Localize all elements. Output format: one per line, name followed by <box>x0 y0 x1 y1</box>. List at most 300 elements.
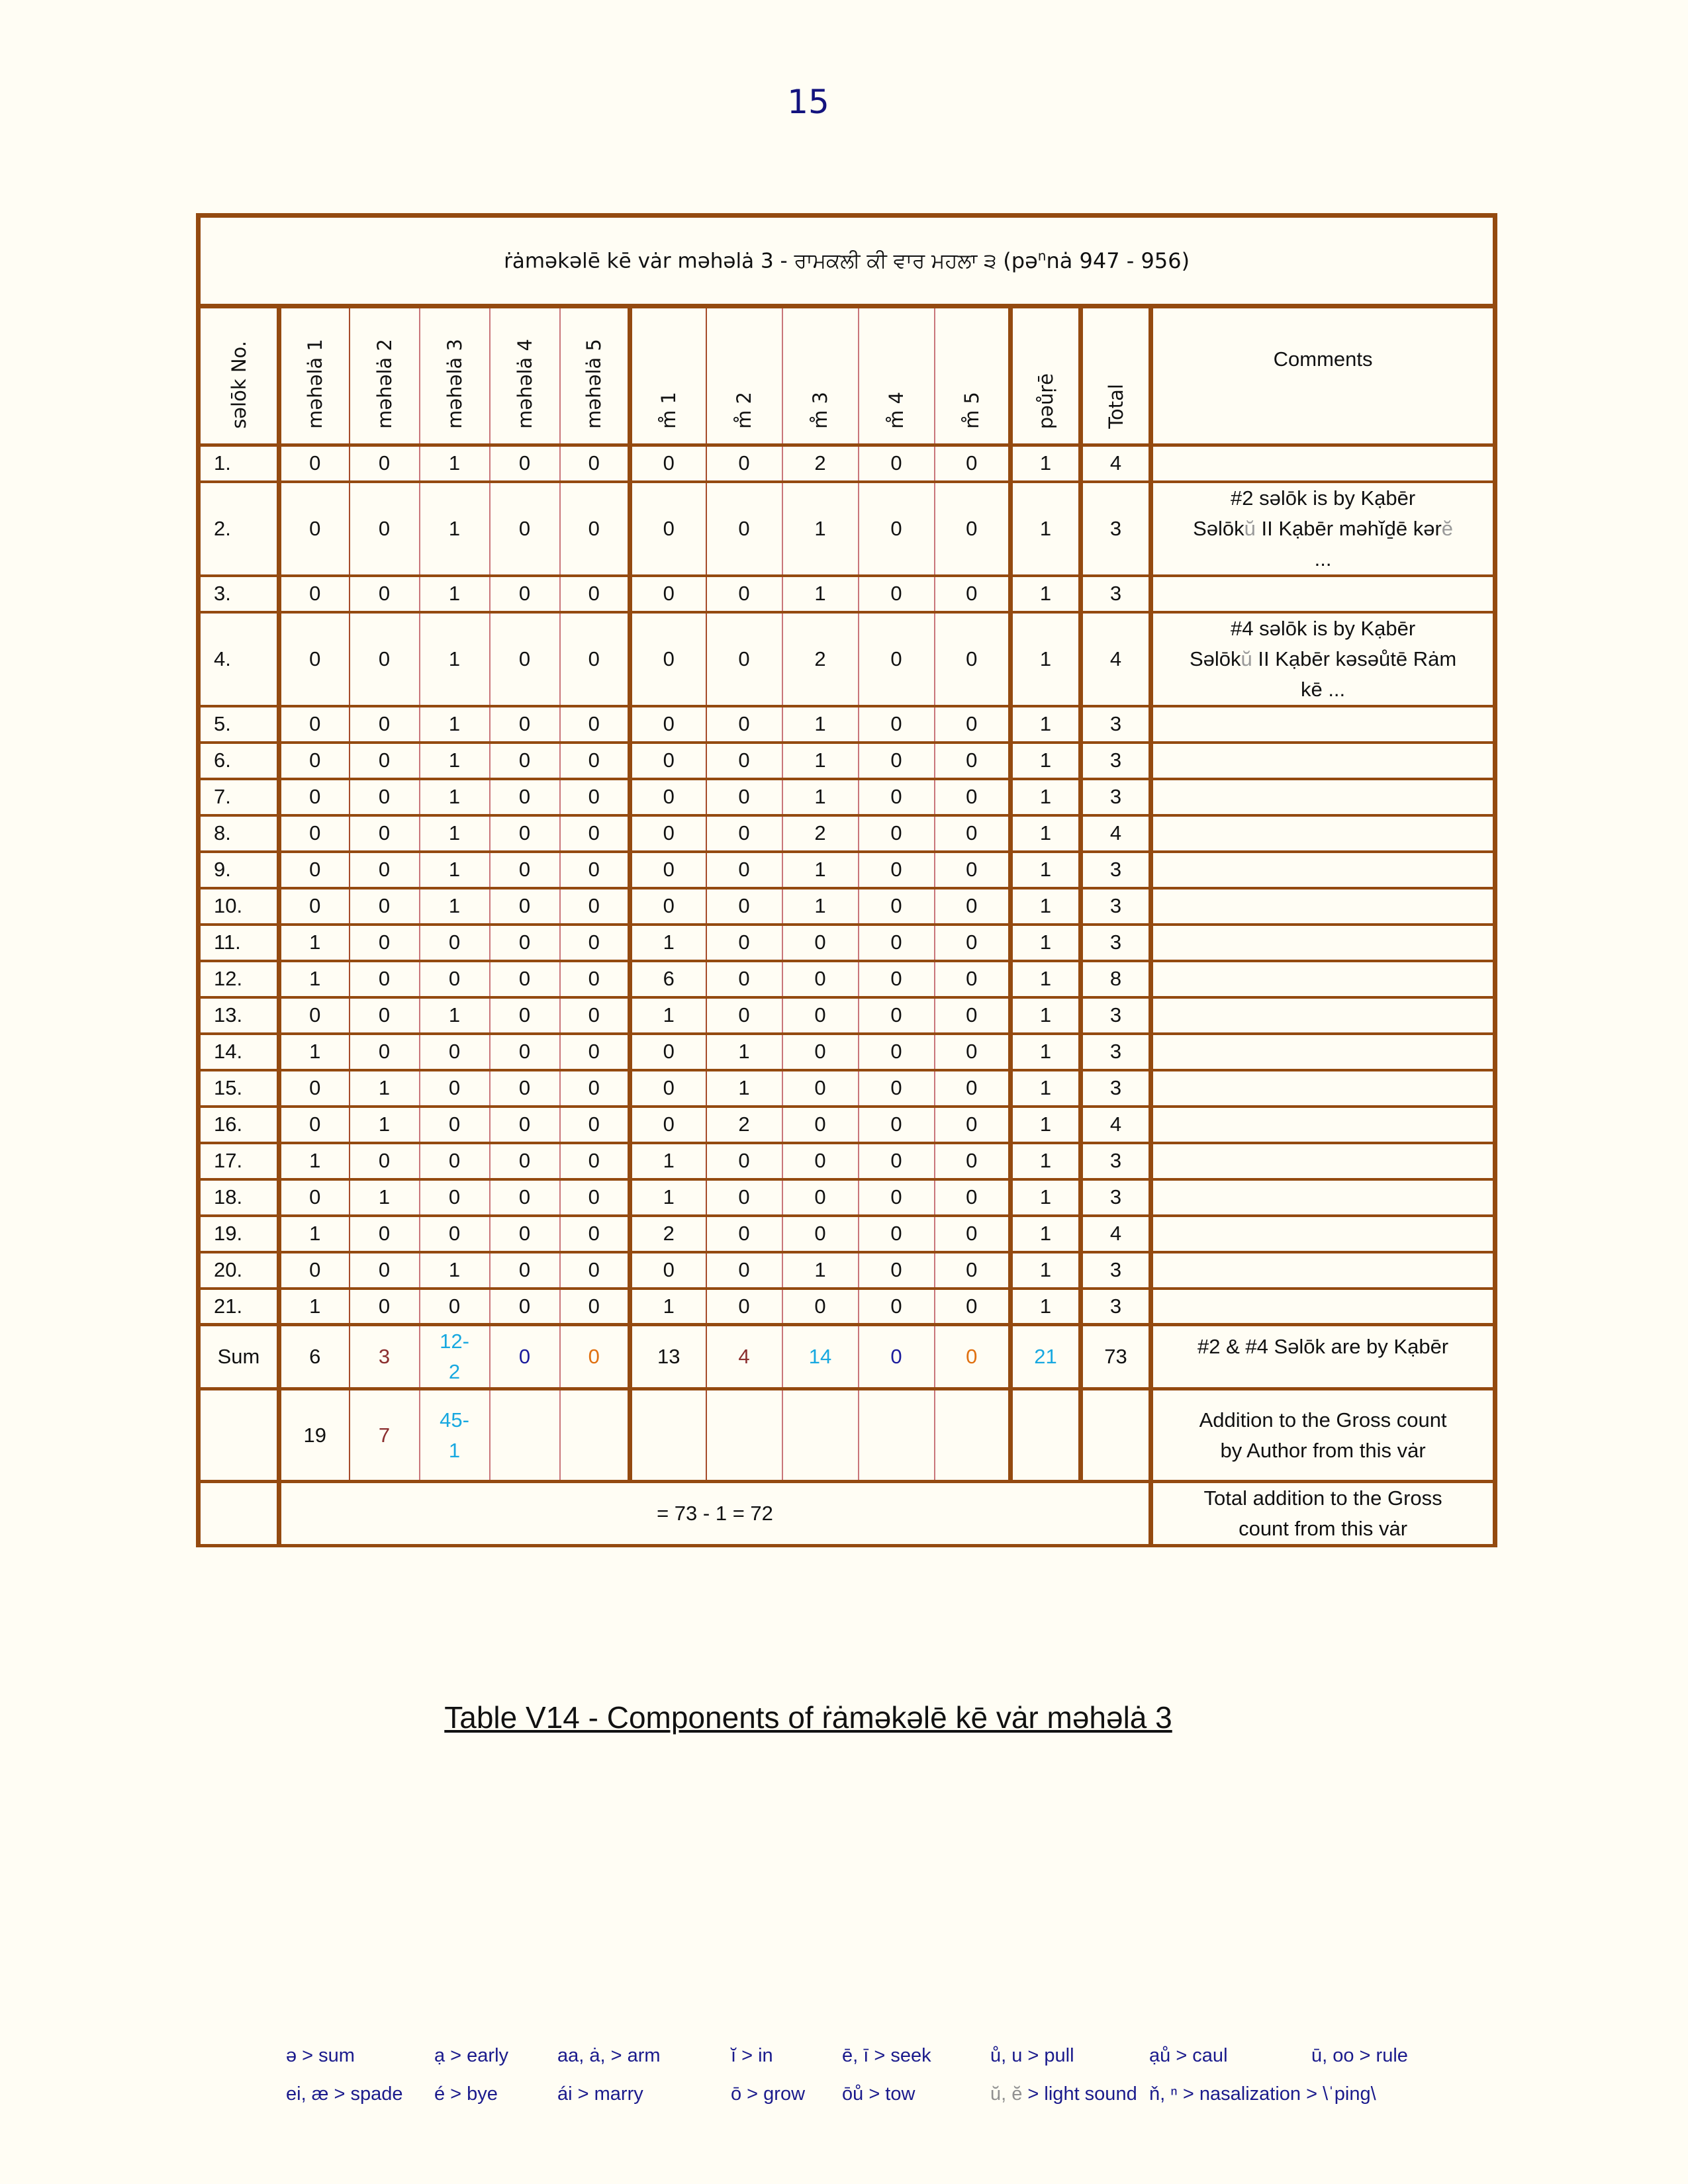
header-paure: pəůṛē <box>1011 306 1081 445</box>
count-cell: 0 <box>350 779 420 815</box>
count-cell: 0 <box>935 1252 1011 1289</box>
count-cell: 0 <box>706 1179 782 1216</box>
table-row <box>199 1070 1495 1107</box>
count-cell: 0 <box>350 1216 420 1252</box>
header-salok-no: səlōk No. <box>199 306 279 445</box>
paure-cell: 1 <box>1011 743 1081 779</box>
salok-number: 10. <box>199 888 279 925</box>
count-cell: 1 <box>350 1107 420 1143</box>
comment-cell <box>1151 925 1495 961</box>
count-cell: 0 <box>420 1216 490 1252</box>
total-cell: 3 <box>1081 1070 1151 1107</box>
total-cell: 3 <box>1081 706 1151 743</box>
sum-total: 73 <box>1081 1325 1151 1389</box>
count-cell: 0 <box>279 576 350 612</box>
count-cell: 0 <box>490 997 560 1034</box>
count-cell: 0 <box>859 1216 935 1252</box>
count-cell: 0 <box>859 1143 935 1179</box>
count-cell: 0 <box>935 961 1011 997</box>
addition-row <box>199 1389 1495 1482</box>
addition-cell-empty <box>782 1389 859 1482</box>
table-row <box>199 779 1495 815</box>
sum-row <box>199 1325 1495 1389</box>
count-cell: 0 <box>706 612 782 706</box>
paure-cell: 1 <box>1011 815 1081 852</box>
salok-number: 3. <box>199 576 279 612</box>
count-cell: 0 <box>279 815 350 852</box>
total-formula: = 73 - 1 = 72 <box>279 1482 1151 1546</box>
sum-label: Sum <box>199 1325 279 1389</box>
count-cell: 0 <box>279 888 350 925</box>
count-cell: 0 <box>490 1070 560 1107</box>
addition-cell-empty <box>630 1389 706 1482</box>
comment-cell: #2 səlōk is by Kạbēr Səlōkŭ II Kạbēr məhĭḏē kərĕ ... <box>1151 482 1495 576</box>
total-cell: 3 <box>1081 1289 1151 1325</box>
count-cell: 0 <box>490 779 560 815</box>
table-row <box>199 612 1495 706</box>
count-cell: 0 <box>859 482 935 576</box>
count-cell: 0 <box>859 1289 935 1325</box>
count-cell: 0 <box>420 1107 490 1143</box>
count-cell: 0 <box>935 1107 1011 1143</box>
header-mahala-3: məhəlȧ 3 <box>420 306 490 445</box>
count-cell: 0 <box>560 779 630 815</box>
pana-range: (pə$^n$nȧ 947 - 956) <box>1003 248 1190 273</box>
count-cell: 0 <box>859 815 935 852</box>
count-cell: 0 <box>859 1179 935 1216</box>
count-cell: 1 <box>782 482 859 576</box>
addition-cell-empty <box>706 1389 782 1482</box>
count-cell: 0 <box>935 576 1011 612</box>
legend-item: ē, ī > seek <box>842 2045 931 2066</box>
count-cell: 6 <box>630 961 706 997</box>
count-cell: 0 <box>859 925 935 961</box>
legend-item: ái > marry <box>557 2083 643 2105</box>
legend-item: ň, ⁿ > nasalization > \ˈping\ <box>1149 2083 1376 2105</box>
total-cell: 4 <box>1081 1107 1151 1143</box>
table-row <box>199 706 1495 743</box>
comment-cell: #4 səlōk is by Kạbēr Səlōkŭ II Kạbēr kəsəůtē Rȧm kē ... <box>1151 612 1495 706</box>
header-m-1: m̊ 1 <box>630 306 706 445</box>
count-cell: 0 <box>935 1179 1011 1216</box>
comment-cell <box>1151 1179 1495 1216</box>
count-cell: 0 <box>350 743 420 779</box>
count-cell: 0 <box>420 1143 490 1179</box>
count-cell: 0 <box>706 888 782 925</box>
addition-cell-empty <box>859 1389 935 1482</box>
total-comment: Total addition to the Gross count from this vȧr <box>1151 1482 1495 1546</box>
count-cell: 0 <box>782 997 859 1034</box>
count-cell: 1 <box>279 1034 350 1070</box>
count-cell: 1 <box>420 743 490 779</box>
count-cell: 0 <box>490 1107 560 1143</box>
count-cell: 0 <box>490 743 560 779</box>
sum-cell: 0 <box>859 1325 935 1389</box>
count-cell: 0 <box>490 1289 560 1325</box>
count-cell: 2 <box>630 1216 706 1252</box>
count-cell: 0 <box>560 1070 630 1107</box>
paure-cell: 1 <box>1011 1179 1081 1216</box>
count-cell: 0 <box>490 706 560 743</box>
count-cell: 0 <box>560 445 630 482</box>
total-cell: 3 <box>1081 1179 1151 1216</box>
count-cell: 0 <box>935 779 1011 815</box>
count-cell: 1 <box>782 743 859 779</box>
count-cell: 0 <box>859 706 935 743</box>
comment-cell <box>1151 779 1495 815</box>
count-cell: 0 <box>420 1289 490 1325</box>
count-cell: 0 <box>706 779 782 815</box>
count-cell: 0 <box>630 852 706 888</box>
comment-cell <box>1151 852 1495 888</box>
count-cell: 0 <box>630 1070 706 1107</box>
comment-cell <box>1151 888 1495 925</box>
count-cell: 0 <box>782 1179 859 1216</box>
total-cell: 3 <box>1081 888 1151 925</box>
count-cell: 0 <box>859 743 935 779</box>
table-caption: Table V14 - Components of ṙȧməkəlē kē vȧr məhəlȧ 3 <box>444 1700 1172 1735</box>
count-cell: 1 <box>279 1289 350 1325</box>
legend-item: ū, oo > rule <box>1311 2045 1408 2066</box>
count-cell: 0 <box>279 1252 350 1289</box>
count-cell: 0 <box>935 445 1011 482</box>
count-cell: 0 <box>560 612 630 706</box>
count-cell: 0 <box>859 445 935 482</box>
total-cell: 8 <box>1081 961 1151 997</box>
header-mahala-1: məhəlȧ 1 <box>279 306 350 445</box>
count-cell: 0 <box>859 576 935 612</box>
count-cell: 0 <box>706 1216 782 1252</box>
total-cell: 4 <box>1081 612 1151 706</box>
comment-cell <box>1151 1252 1495 1289</box>
count-cell: 0 <box>279 1179 350 1216</box>
header-mahala-2: məhəlȧ 2 <box>350 306 420 445</box>
header-mahala-5: məhəlȧ 5 <box>560 306 630 445</box>
count-cell: 0 <box>782 961 859 997</box>
table-row <box>199 815 1495 852</box>
count-cell: 0 <box>630 888 706 925</box>
count-cell: 0 <box>350 706 420 743</box>
count-cell: 0 <box>706 1289 782 1325</box>
count-cell: 0 <box>279 743 350 779</box>
count-cell: 0 <box>630 1252 706 1289</box>
salok-number: 18. <box>199 1179 279 1216</box>
table-row <box>199 482 1495 576</box>
count-cell: 0 <box>782 1070 859 1107</box>
count-cell: 0 <box>782 1143 859 1179</box>
addition-cell-empty <box>490 1389 560 1482</box>
sum-cell: 12- 2 <box>420 1325 490 1389</box>
count-cell: 1 <box>420 779 490 815</box>
count-cell: 0 <box>630 1034 706 1070</box>
count-cell: 0 <box>706 925 782 961</box>
count-cell: 0 <box>859 1107 935 1143</box>
count-cell: 0 <box>490 1034 560 1070</box>
title-roman: ṙȧmək​əlē kē vȧr məhəlȧ 3 - <box>504 249 794 273</box>
count-cell: 0 <box>560 1289 630 1325</box>
count-cell: 0 <box>279 779 350 815</box>
count-cell: 0 <box>560 1034 630 1070</box>
count-cell: 0 <box>350 445 420 482</box>
count-cell: 0 <box>935 1289 1011 1325</box>
total-cell: 3 <box>1081 779 1151 815</box>
salok-number: 19. <box>199 1216 279 1252</box>
header-mahala-4: məhəlȧ 4 <box>490 306 560 445</box>
count-cell: 0 <box>706 576 782 612</box>
count-cell: 0 <box>560 961 630 997</box>
count-cell: 0 <box>935 612 1011 706</box>
paure-cell: 1 <box>1011 1289 1081 1325</box>
count-cell: 0 <box>560 1252 630 1289</box>
count-cell: 1 <box>420 445 490 482</box>
addition-cell-empty <box>560 1389 630 1482</box>
comment-cell <box>1151 1034 1495 1070</box>
count-cell: 0 <box>560 743 630 779</box>
comment-cell <box>1151 576 1495 612</box>
count-cell: 0 <box>490 445 560 482</box>
addition-cell-empty <box>935 1389 1011 1482</box>
comment-cell <box>1151 997 1495 1034</box>
count-cell: 0 <box>706 852 782 888</box>
count-cell: 0 <box>279 706 350 743</box>
count-cell: 0 <box>560 815 630 852</box>
count-cell: 0 <box>630 576 706 612</box>
count-cell: 0 <box>859 779 935 815</box>
sum-paure: 21 <box>1011 1325 1081 1389</box>
salok-number: 16. <box>199 1107 279 1143</box>
count-cell: 0 <box>935 852 1011 888</box>
paure-cell: 1 <box>1011 961 1081 997</box>
sum-cell: 3 <box>350 1325 420 1389</box>
comment-cell <box>1151 445 1495 482</box>
salok-number: 7. <box>199 779 279 815</box>
sum-cell: 13 <box>630 1325 706 1389</box>
paure-cell: 1 <box>1011 482 1081 576</box>
salok-number: 13. <box>199 997 279 1034</box>
count-cell: 0 <box>279 852 350 888</box>
comment-cell <box>1151 706 1495 743</box>
sum-cell: 0 <box>560 1325 630 1389</box>
count-cell: 1 <box>279 1143 350 1179</box>
total-cell: 3 <box>1081 1252 1151 1289</box>
count-cell: 0 <box>706 482 782 576</box>
salok-number: 15. <box>199 1070 279 1107</box>
count-cell: 0 <box>706 445 782 482</box>
sum-comment: #2 & #4 Səlōk are by Kạbēr <box>1151 1325 1495 1389</box>
comment-cell <box>1151 1143 1495 1179</box>
salok-number: 14. <box>199 1034 279 1070</box>
header-m-3: m̊ 3 <box>782 306 859 445</box>
total-cell: 3 <box>1081 482 1151 576</box>
count-cell: 0 <box>630 445 706 482</box>
legend-item: ŭ, ĕ > light sound <box>990 2083 1137 2105</box>
count-cell: 0 <box>560 576 630 612</box>
paure-cell: 1 <box>1011 576 1081 612</box>
count-cell: 0 <box>490 576 560 612</box>
count-cell: 1 <box>782 1252 859 1289</box>
count-cell: 0 <box>782 925 859 961</box>
total-cell: 3 <box>1081 743 1151 779</box>
count-cell: 0 <box>706 997 782 1034</box>
count-cell: 1 <box>420 852 490 888</box>
count-cell: 0 <box>350 1143 420 1179</box>
count-cell: 0 <box>935 815 1011 852</box>
count-cell: 1 <box>706 1034 782 1070</box>
table-row <box>199 997 1495 1034</box>
count-cell: 0 <box>490 888 560 925</box>
legend-item: ạ > early <box>434 2045 509 2066</box>
count-cell: 0 <box>630 612 706 706</box>
count-cell: 0 <box>935 1216 1011 1252</box>
header-m-5: m̊ 5 <box>935 306 1011 445</box>
salok-number: 17. <box>199 1143 279 1179</box>
table-row <box>199 852 1495 888</box>
paure-cell: 1 <box>1011 888 1081 925</box>
salok-number: 6. <box>199 743 279 779</box>
paure-cell: 1 <box>1011 1216 1081 1252</box>
count-cell: 0 <box>706 743 782 779</box>
count-cell: 2 <box>782 612 859 706</box>
paure-cell: 1 <box>1011 1143 1081 1179</box>
legend-item <box>1311 2083 1444 2122</box>
count-cell: 0 <box>350 576 420 612</box>
count-cell: 0 <box>706 815 782 852</box>
table-row <box>199 1252 1495 1289</box>
title-gurmukhi: ਰਾਮਕਲੀ ਕੀ ਵਾਰ ਮਹਲਾ ੩ <box>794 249 997 273</box>
count-cell: 0 <box>490 1216 560 1252</box>
legend-item: ei, æ > spade <box>286 2083 403 2105</box>
table-row <box>199 1034 1495 1070</box>
count-cell: 0 <box>935 1034 1011 1070</box>
count-cell: 0 <box>560 706 630 743</box>
count-cell: 1 <box>350 1179 420 1216</box>
count-cell: 1 <box>630 1289 706 1325</box>
sum-cell: 4 <box>706 1325 782 1389</box>
paure-cell: 1 <box>1011 1107 1081 1143</box>
count-cell: 1 <box>420 612 490 706</box>
count-cell: 0 <box>630 779 706 815</box>
count-cell: 0 <box>560 997 630 1034</box>
count-cell: 2 <box>782 445 859 482</box>
count-cell: 0 <box>859 1252 935 1289</box>
header-comments: Comments <box>1151 306 1495 445</box>
comment-cell <box>1151 1289 1495 1325</box>
count-cell: 0 <box>935 743 1011 779</box>
count-cell: 0 <box>630 743 706 779</box>
total-cell: 3 <box>1081 997 1151 1034</box>
count-cell: 0 <box>859 1034 935 1070</box>
count-cell: 0 <box>935 925 1011 961</box>
header-row <box>199 306 1495 445</box>
count-cell: 1 <box>630 1179 706 1216</box>
legend-item: ĭ > in <box>731 2045 773 2066</box>
count-cell: 0 <box>350 852 420 888</box>
comment-cell <box>1151 1107 1495 1143</box>
count-cell: 1 <box>279 925 350 961</box>
salok-number: 11. <box>199 925 279 961</box>
legend-item: ō > grow <box>731 2083 806 2105</box>
addition-cell: 45- 1 <box>420 1389 490 1482</box>
paure-cell: 1 <box>1011 925 1081 961</box>
count-cell: 1 <box>350 1070 420 1107</box>
comment-cell <box>1151 961 1495 997</box>
header-m-4: m̊ 4 <box>859 306 935 445</box>
count-cell: 0 <box>630 482 706 576</box>
count-cell: 0 <box>490 925 560 961</box>
count-cell: 0 <box>560 925 630 961</box>
comment-cell <box>1151 815 1495 852</box>
count-cell: 0 <box>560 482 630 576</box>
salok-number: 1. <box>199 445 279 482</box>
count-cell: 0 <box>935 706 1011 743</box>
total-cell: 4 <box>1081 445 1151 482</box>
total-row-empty <box>199 1482 279 1546</box>
table-row <box>199 576 1495 612</box>
count-cell: 1 <box>782 852 859 888</box>
count-cell: 1 <box>630 1143 706 1179</box>
count-cell: 0 <box>490 612 560 706</box>
addition-total-empty <box>1081 1389 1151 1482</box>
count-cell: 0 <box>490 482 560 576</box>
count-cell: 0 <box>935 1070 1011 1107</box>
count-cell: 1 <box>630 997 706 1034</box>
paure-cell: 1 <box>1011 612 1081 706</box>
table-row <box>199 925 1495 961</box>
count-cell: 0 <box>630 1107 706 1143</box>
count-cell: 0 <box>350 888 420 925</box>
count-cell: 0 <box>859 961 935 997</box>
salok-number: 12. <box>199 961 279 997</box>
addition-cell: 7 <box>350 1389 420 1482</box>
count-cell: 0 <box>782 1289 859 1325</box>
count-cell: 0 <box>350 612 420 706</box>
comment-cell <box>1151 743 1495 779</box>
table-title <box>199 216 1495 306</box>
total-cell: 4 <box>1081 815 1151 852</box>
count-cell: 0 <box>490 1143 560 1179</box>
count-cell: 0 <box>350 815 420 852</box>
count-cell: 1 <box>279 961 350 997</box>
total-cell: 3 <box>1081 925 1151 961</box>
count-cell: 0 <box>560 852 630 888</box>
salok-number: 5. <box>199 706 279 743</box>
sum-cell: 6 <box>279 1325 350 1389</box>
legend-item: aa, ȧ, > arm <box>557 2045 661 2066</box>
count-cell: 0 <box>350 961 420 997</box>
paure-cell: 1 <box>1011 1252 1081 1289</box>
count-cell: 0 <box>420 1070 490 1107</box>
count-cell: 0 <box>859 888 935 925</box>
count-cell: 2 <box>706 1107 782 1143</box>
count-cell: 1 <box>420 888 490 925</box>
legend-item: ōů > tow <box>842 2083 915 2105</box>
count-cell: 0 <box>279 612 350 706</box>
table-row <box>199 1107 1495 1143</box>
total-cell: 3 <box>1081 1143 1151 1179</box>
addition-comment: Addition to the Gross count by Author from this vȧr <box>1151 1389 1495 1482</box>
count-cell: 0 <box>859 612 935 706</box>
legend-item: ů, u > pull <box>990 2045 1074 2066</box>
count-cell: 0 <box>420 1179 490 1216</box>
table-row <box>199 445 1495 482</box>
count-cell: 0 <box>560 1107 630 1143</box>
paure-cell: 1 <box>1011 779 1081 815</box>
paure-cell: 1 <box>1011 1034 1081 1070</box>
salok-number: 8. <box>199 815 279 852</box>
table-row <box>199 1143 1495 1179</box>
count-cell: 0 <box>859 1070 935 1107</box>
total-row <box>199 1482 1495 1546</box>
